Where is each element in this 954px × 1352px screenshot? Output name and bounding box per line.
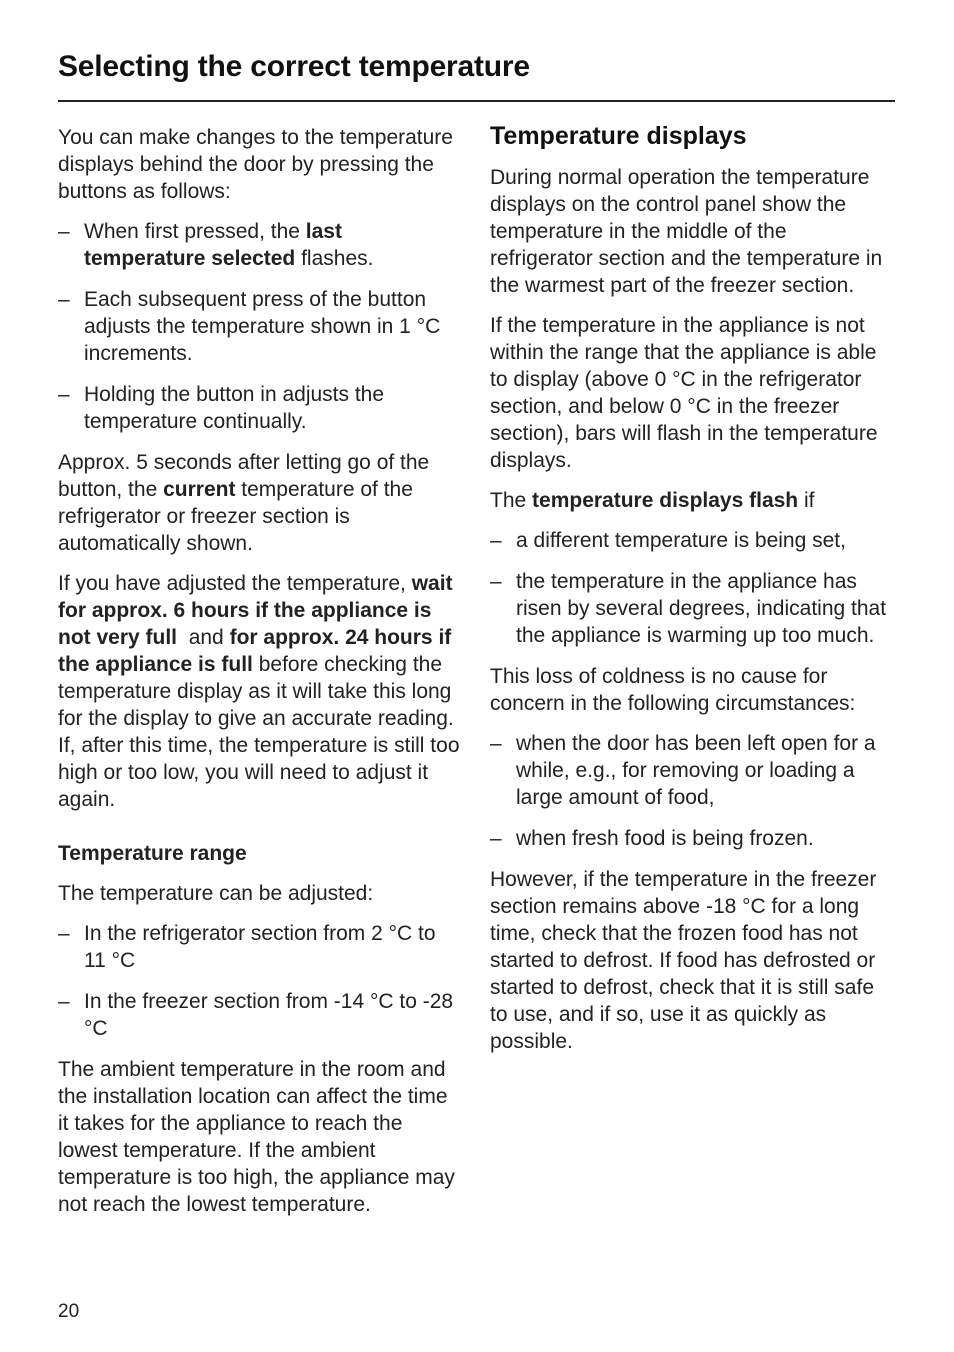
dash-bullet: – <box>58 288 70 311</box>
bold-text: last temperature selected <box>84 220 342 270</box>
defrost-paragraph: However, if the temperature in the freezer section remains above -18 °C for a long time, check that the frozen food has not started to defrost. If food has defrosted or started to defrost, check that it is still safe to use, and if so, use it as quickly as possible. <box>490 868 877 1053</box>
dash-bullet: – <box>58 220 70 243</box>
normal-operation-paragraph: During normal operation the temperature displays on the control panel show the temperature in the middle of the refrigerator section and the temperature in the warmest part of the freezer section. <box>490 166 883 297</box>
left-column <box>58 124 463 1231</box>
dash-bullet: – <box>490 529 502 552</box>
list-item: – In the refrigerator section from 2 °C to 11 °C <box>58 922 436 972</box>
title-divider <box>58 100 895 102</box>
range-display-paragraph: If the temperature in the appliance is not within the range that the appliance is able to display (above 0 °C in the refrigerator section, and below 0 °C in the freezer section), bars will flash in the temperature displays. <box>490 314 878 472</box>
dash-bullet: – <box>58 990 70 1013</box>
page-number: 20 <box>58 1301 80 1322</box>
dash-bullet: – <box>490 570 502 593</box>
temperature-range-heading: Temperature range <box>58 842 247 865</box>
coldness-paragraph: This loss of coldness is no cause for concern in the following circumstances: <box>490 665 856 715</box>
dash-bullet: – <box>58 922 70 945</box>
bold-text: for approx. 24 hours if the appliance is full <box>58 626 452 676</box>
bold-text: wait for approx. 6 hours if the appliance is not very full <box>58 572 453 649</box>
list-item: – Each subsequent press of the button adjusts the temperature shown in 1 °C increments. <box>58 288 441 365</box>
dash-bullet: – <box>490 827 502 850</box>
range-intro: The temperature can be adjusted: <box>58 882 374 905</box>
dash-bullet: – <box>490 732 502 755</box>
temperature-displays-heading: Temperature displays <box>490 122 747 150</box>
flash-intro: The temperature displays flash if <box>490 489 815 512</box>
right-column <box>490 124 895 1068</box>
bold-text: temperature displays flash <box>532 489 799 512</box>
intro-paragraph: You can make changes to the temperature displays behind the door by pressing the buttons as follows: <box>58 126 453 203</box>
current-temperature-paragraph: Approx. 5 seconds after letting go of the button, the current temperature of the refrigerator or freezer section is automatically shown. <box>58 451 430 555</box>
page-title: Selecting the correct temperature <box>58 50 530 83</box>
list-item: – when the door has been left open for a while, e.g., for removing or loading a large amount of food, <box>490 732 876 809</box>
list-item: – a different temperature is being set, <box>490 529 846 552</box>
list-item: – the temperature in the appliance has risen by several degrees, indicating that the appliance is warming up too much. <box>490 570 887 647</box>
wait-paragraph: If you have adjusted the temperature, wait for approx. 6 hours if the appliance is not very full and for approx. 24 hours if the appliance is full before checking the temperature display as it will take this long for the display to give an accurate reading. If, after this time, the temperature is still too high or too low, you will need to adjust it again. <box>58 572 460 811</box>
list-item: – when fresh food is being frozen. <box>490 827 814 850</box>
bold-text: current <box>163 478 236 501</box>
ambient-paragraph: The ambient temperature in the room and the installation location can affect the time it takes for the appliance to reach the lowest temperature. If the ambient temperature is too high, the appliance may not reach the lowest temperature. <box>58 1058 455 1216</box>
list-item: – When first pressed, the last temperature selected flashes. <box>58 220 374 270</box>
list-item: – In the freezer section from -14 °C to -28 °C <box>58 990 454 1040</box>
dash-bullet: – <box>58 383 70 406</box>
list-item: – Holding the button in adjusts the temperature continually. <box>58 383 385 433</box>
